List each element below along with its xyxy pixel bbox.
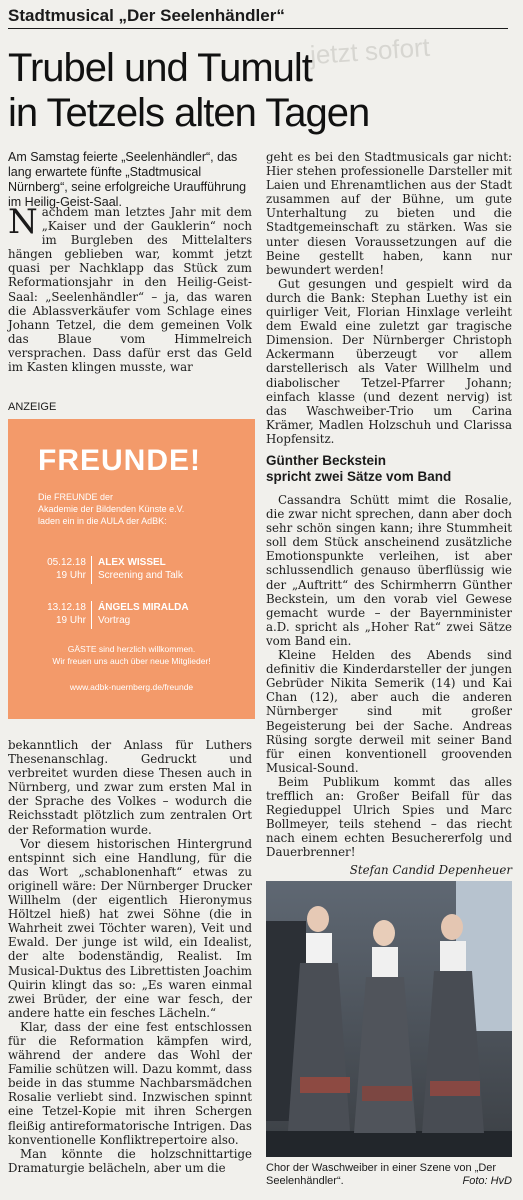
subheading-line-2: spricht zwei Sätze vom Band [266, 469, 452, 484]
paragraph: Vor diesem historischen Hintergrund entspinnt sich eine Handlung, für die das Wort „schablonenhaft“ etwas zu originell wäre: Der Nürnberger Drucker Willhelm (der eigentlich Hieronymus Höltzel hieß) hat zwei Söhne (die in Wahrheit zwei Töchter waren), Veit und Ewald. Der junge ist wild, ein Idealist, der alte bodenständig, Realist. Im Musical-Duktus des Librettisten Joachim Quirin klingt das so: „Es waren einmal zwei Brüder, der eine war fesch, der andere hatte ein fesches Lächeln.“ [8, 836, 252, 1020]
subheading [266, 453, 512, 485]
ad-event-divider [91, 556, 92, 584]
ad-guests-line: GÄSTE sind herzlich willkommen. [67, 644, 196, 654]
ad-event-name: ÁNGELS MIRALDA [98, 602, 189, 613]
stage-photo-image [266, 881, 512, 1157]
ad-event-name: ALEX WISSEL [98, 557, 166, 568]
paragraph: Cassandra Schütt mimt die Rosalie, die zwar nicht sprechen, dann aber doch sehr schön singen kann; ihre Stummheit soll dem Stück anscheinend zusätzliche Emotionspunkte verleihen, ist aber schlussendlich genauso überflüssig wie der „Auftritt“ des Schirmherrn Günther Beckstein, um den vorab viel Gewese gemacht wurde – der Bayernminister a.D. spricht als „Hoher Rat“ zwei Sätze vom Band ein. [266, 493, 512, 648]
photo-credit: Foto: HvD [462, 1175, 512, 1187]
headline [8, 46, 513, 136]
ad-title: FREUNDE! [38, 444, 201, 477]
headline-line-1: Trubel und Tumult [8, 46, 312, 90]
kicker: Stadtmusical „Der Seelenhändler“ [8, 6, 508, 29]
ad-event [38, 601, 238, 629]
ad-intro [38, 491, 184, 527]
ad-url-link[interactable]: www.adbk-nuernberg.de/freunde [69, 682, 194, 692]
ad-event-description: Screening and Talk [98, 570, 183, 581]
ad-event-date: 13.12.18 [47, 602, 86, 613]
ad-event-time: 19 Uhr [55, 615, 86, 626]
headline-line-2: in Tetzels alten Tagen [8, 91, 370, 135]
author-byline: Stefan Candid Depenheuer [349, 863, 512, 877]
ad-intro-line: Akademie der Bildenden Künste e.V. [38, 504, 185, 514]
paragraph: Klar, dass der eine fest entschlossen für die Reformation kämpfen wird, während der andere das Wohl der Familie schützen will. Dazu kommt, dass beide in das stumme Nachbarsmädchen Rosalie verliebt sind. Inzwischen spinnt eine Tetzel-Kopie mit ihren Schergen fleißig antireformatorische Intrigen. Das konventionelle Konfliktrepertoire also. [8, 1019, 252, 1147]
paragraph: Kleine Helden des Abends sind definitiv die Kinderdarsteller der jungen Gebrüder Nikita Semerik (14) und Kai Chan (12), aber auch die anderen Nürnberger sind mit großer Begeisterung bei der Sache. Andreas Rüsing sorgte derweil mit seiner Band für einen konventionell groovenden Musical-Sound. [266, 648, 512, 775]
drop-cap: N [8, 202, 38, 242]
background-bleed-text: jetzt sofort [309, 31, 431, 71]
paragraph: geht es bei den Stadtmusicals gar nicht: Hier stehen professionelle Darsteller mit Laien und Ehrenamtlichen aus der Stadt zusammen auf der Bühne, um gute Unterhaltung zu bieten und die Stadtgemeinschaft zu stärken. Was sie unter diesen Voraussetzungen auf die Beine gestellt haben, kann nur bewundert werden! [266, 150, 512, 277]
paragraph: bekanntlich der Anlass für Luthers Thesenanschlag. Gedruckt und verbreitet wurden diese Thesen auch in Nürnberg, und zwar zum ersten Mal in der Sprache des Volkes – wodurch die Reichsstadt plötzlich zum zentralen Ort der Reformation wurde. [8, 738, 252, 837]
ad-welcome-line: Wir freuen uns auch über neue Mitglieder! [52, 655, 211, 666]
photo-caption [266, 1162, 512, 1188]
article-column-1-top [8, 202, 252, 375]
ad-event-date: 05.12.18 [47, 557, 86, 568]
ad-guest-note [18, 644, 245, 667]
ad-event-description: Vortrag [98, 615, 131, 626]
paragraph: achdem man letztes Jahr mit dem „Kaiser und der Gauklerin“ noch im Burgleben des Mittelalters hängen geblieben war, kommt jetzt quasi per Nachklapp das Stück zum Reformationsjahr in den Heilig-Geist-Saal: „Seelenhändler“ – ja, das waren die Ablassverkäufer vom Schlage eines Johann Tetzel, die dem gemeinen Volk das Blaue vom Himmelreich versprachen. Dass dafür erst das Geld im Kasten klingen musste, war [8, 205, 252, 375]
ad-event [38, 556, 238, 584]
article-column-2-bottom [266, 493, 512, 859]
ad-intro-line: laden ein in die AULA der AdBK: [38, 516, 167, 526]
paragraph: Beim Publikum kommt das alles trefflich an: Großer Beifall für das Regieduppel Ulrich Spies und Marc Bollmeyer, teils stehend – das riecht nach einem echten Besuchererfolg und Dauerbrenner! [266, 774, 512, 860]
paragraph: Gut gesungen und gespielt wird da durch die Bank: Stephan Luethy ist ein quirliger Veit, Florian Hinxlage verleiht dem Ewald eine zuletzt gar tragische Dimension. Der Nürnberger Christoph Ackermann überzeugt vor allem darstellerisch als Vater Willhelm und diabolischer Tetzel-Pfarrer Johann; einfach klasse (und dezent nervig) ist das Waschweiber-Trio um Carina Krämer, Madlen Holzschuh und Clarissa Hopfensitz. [266, 276, 512, 446]
subheading-line-1: Günther Beckstein [266, 453, 387, 468]
article-column-2-top [266, 150, 512, 446]
stage-photo [266, 881, 512, 1157]
ad-intro-line: Die FREUNDE der [38, 492, 114, 502]
ad-label: ANZEIGE [8, 401, 57, 413]
lead-paragraph: Am Samstag feierte „Seelenhändler“, das lang erwartete fünfte „Stadtmusical Nürnberg“, seine erfolgreiche Uraufführung im Heilig-Geist-Saal. [8, 150, 247, 209]
paragraph: Man könnte die holzschnittartige Dramaturgie belächeln, aber um die [8, 1146, 252, 1175]
photo-caption-text: Chor der Waschweiber in einer Szene von „Der Seelenhändler“. [266, 1162, 497, 1187]
article-column-1-bottom [8, 738, 252, 1175]
advertisement [8, 419, 255, 719]
ad-event-time: 19 Uhr [55, 570, 86, 581]
ad-event-divider [91, 601, 92, 629]
